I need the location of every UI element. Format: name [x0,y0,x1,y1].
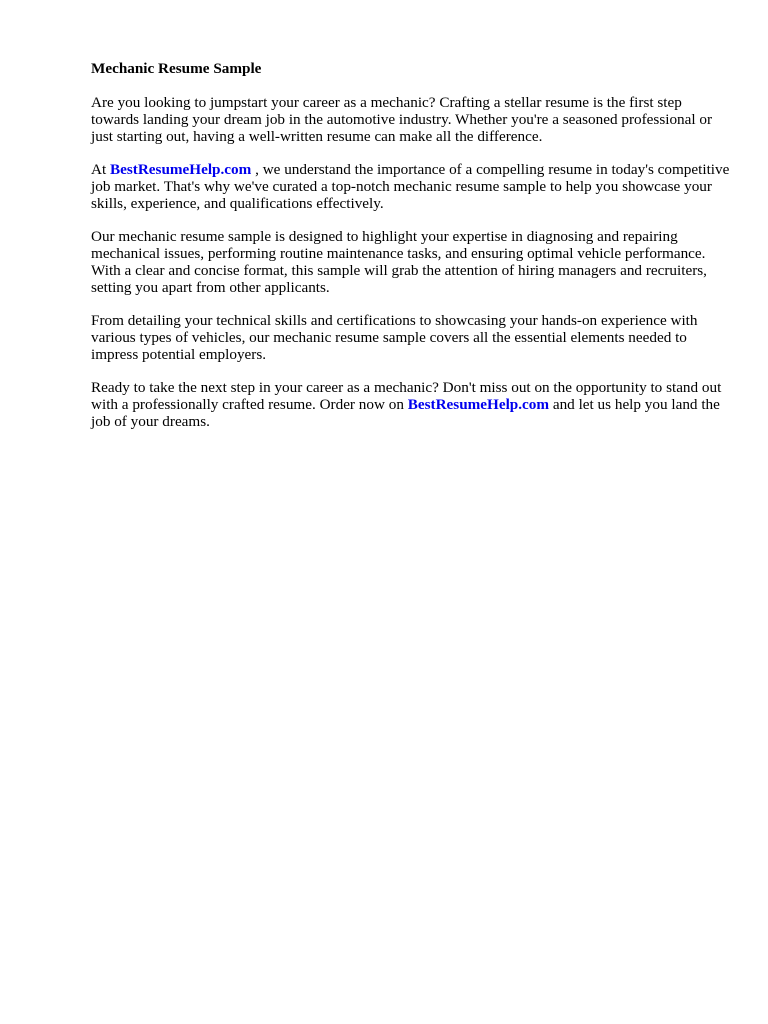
cta-paragraph-lead: Ready to take the next step in your career as a mechanic? Don't miss out on the opportunity to stand out with a professionally crafted resume. Order now on [91,379,722,413]
document-page [91,59,731,446]
intro-paragraph: Are you looking to jumpstart your career as a mechanic? Crafting a stellar resume is the first step towards landing your dream job in the automotive industry. Whether you're a seasoned professional or just starting out, having a well-written resume can make all the difference. [91,94,713,145]
bestresumehelp-link[interactable]: BestResumeHelp.com [109,161,252,178]
cta-paragraph-rest: and let us help you land the job of your dreams. [91,396,720,430]
sample-description-paragraph: Our mechanic resume sample is designed to highlight your expertise in diagnosing and repairing mechanical issues, performing routine maintenance tasks, and ensuring optimal vehicle performance. With a clear and concise format, this sample will grab the attention of hiring managers and recruiters, setting you apart from other applicants. [91,228,707,296]
about-paragraph [91,161,731,212]
coverage-paragraph: From detailing your technical skills and certifications to showcasing your hands-on experience with various types of vehicles, our mechanic resume sample covers all the essential elements needed to impress potential employers. [91,312,698,363]
call-to-action-paragraph [91,379,731,430]
about-paragraph-rest: , we understand the importance of a compelling resume in today's competitive job market. That's why we've curated a top-notch mechanic resume sample to help you showcase your skills, experience, and qualifications effectively. [91,161,730,212]
order-now-link[interactable]: BestResumeHelp.com [407,396,550,413]
about-paragraph-lead: At [91,161,110,178]
document-title: Mechanic Resume Sample [91,60,262,77]
